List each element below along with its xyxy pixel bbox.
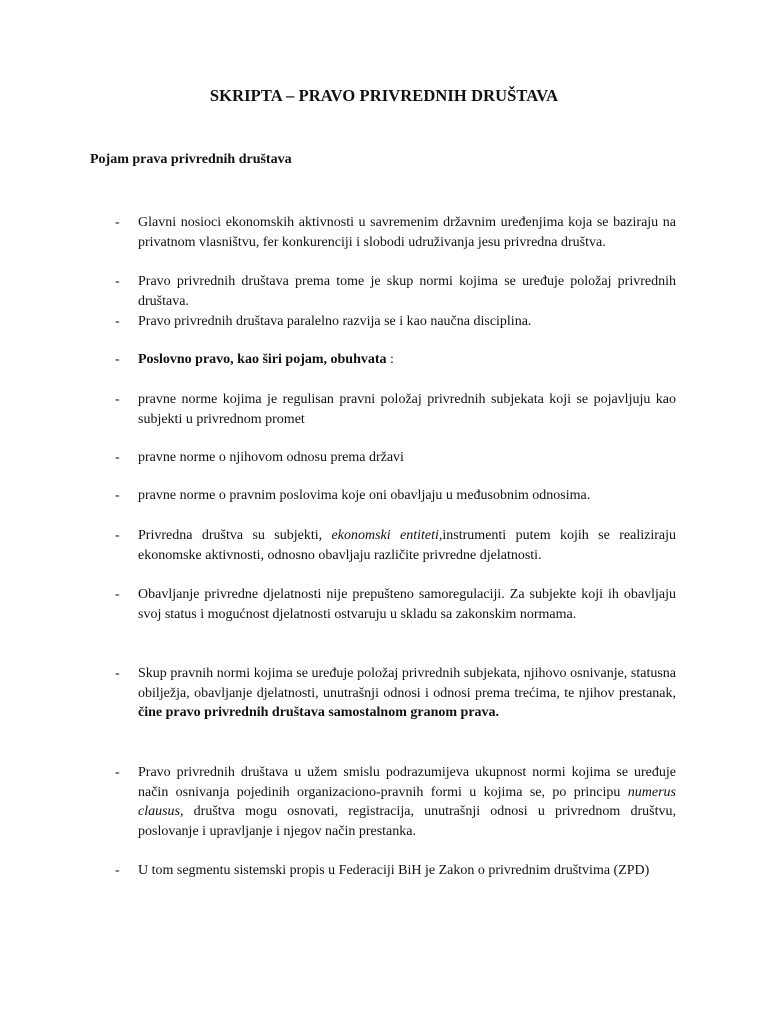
bullet-dash: - bbox=[115, 352, 120, 367]
list-item-text: Privredna društva su subjekti, ekonomski entiteti,instrumenti putem kojih se realiziraju ekonomske aktivnosti, odnosno obavljaju različite privredne djelatnosti. bbox=[138, 528, 676, 563]
list-item-text: pravne norme o pravnim poslovima koje oni obavljaju u međusobnim odnosima. bbox=[138, 488, 591, 503]
bullet-dash: - bbox=[115, 274, 120, 289]
list-item-text: U tom segmentu sistemski propis u Federaciji BiH je Zakon o privrednim društvima (ZPD) bbox=[138, 863, 650, 878]
bullet-dash: - bbox=[115, 314, 120, 329]
list-item-text: Poslovno pravo, kao širi pojam, obuhvata : bbox=[138, 352, 394, 367]
list-item-text: Skup pravnih normi kojima se uređuje položaj privrednih subjekata, njihovo osnivanje, statusna obilježja, obavljanje djelatnosti, unutrašnji odnosi i odnosi prema trećima, te njihov prestanak, čine pravo privrednih društava samostalnom granom prava. bbox=[138, 666, 676, 720]
bullet-dash: - bbox=[115, 392, 120, 407]
bullet-dash: - bbox=[115, 587, 120, 602]
bullet-dash: - bbox=[115, 528, 120, 543]
list-item-text: Pravo privrednih društava prema tome je skup normi kojima se uređuje položaj privrednih društava. bbox=[138, 274, 676, 309]
bullet-dash: - bbox=[115, 215, 120, 230]
list-item-text: Pravo privrednih društava u užem smislu podrazumijeva ukupnost normi kojima se uređuje način osnivanja pojedinih organizaciono-pravnih formi u kojima se, po principu numerus clausus, društva mogu osnovati, registracija, unutrašnji odnosi u privrednom društvu, poslovanje i upravljanje i njegov način prestanka. bbox=[138, 765, 676, 839]
section-heading: Pojam prava privrednih društava bbox=[90, 152, 292, 167]
bullet-dash: - bbox=[115, 666, 120, 681]
document-title: SKRIPTA – PRAVO PRIVREDNIH DRUŠTAVA bbox=[209, 86, 559, 105]
bullet-dash: - bbox=[115, 488, 120, 503]
list-item-text: pravne norme kojima je regulisan pravni položaj privrednih subjekata koji se pojavljuju kao subjekti u privrednom promet bbox=[138, 392, 676, 427]
bullet-dash: - bbox=[115, 765, 120, 780]
bullet-dash: - bbox=[115, 450, 120, 465]
list-item-text: Pravo privrednih društava paralelno razvija se i kao naučna disciplina. bbox=[138, 314, 532, 329]
list-item-text: pravne norme o njihovom odnosu prema državi bbox=[138, 450, 404, 465]
list-item-text: Obavljanje privredne djelatnosti nije prepušteno samoregulaciji. Za subjekte koji ih obavljaju svoj status i mogućnost djelatnosti ostvaruju u skladu sa zakonskim normama. bbox=[138, 587, 676, 622]
bullet-dash: - bbox=[115, 863, 120, 878]
list-item-text: Glavni nosioci ekonomskih aktivnosti u savremenim državnim uređenjima koja se baziraju na privatnom vlasništvu, fer konkurenciji i slobodi udruživanja jesu privredna društva. bbox=[138, 215, 676, 250]
